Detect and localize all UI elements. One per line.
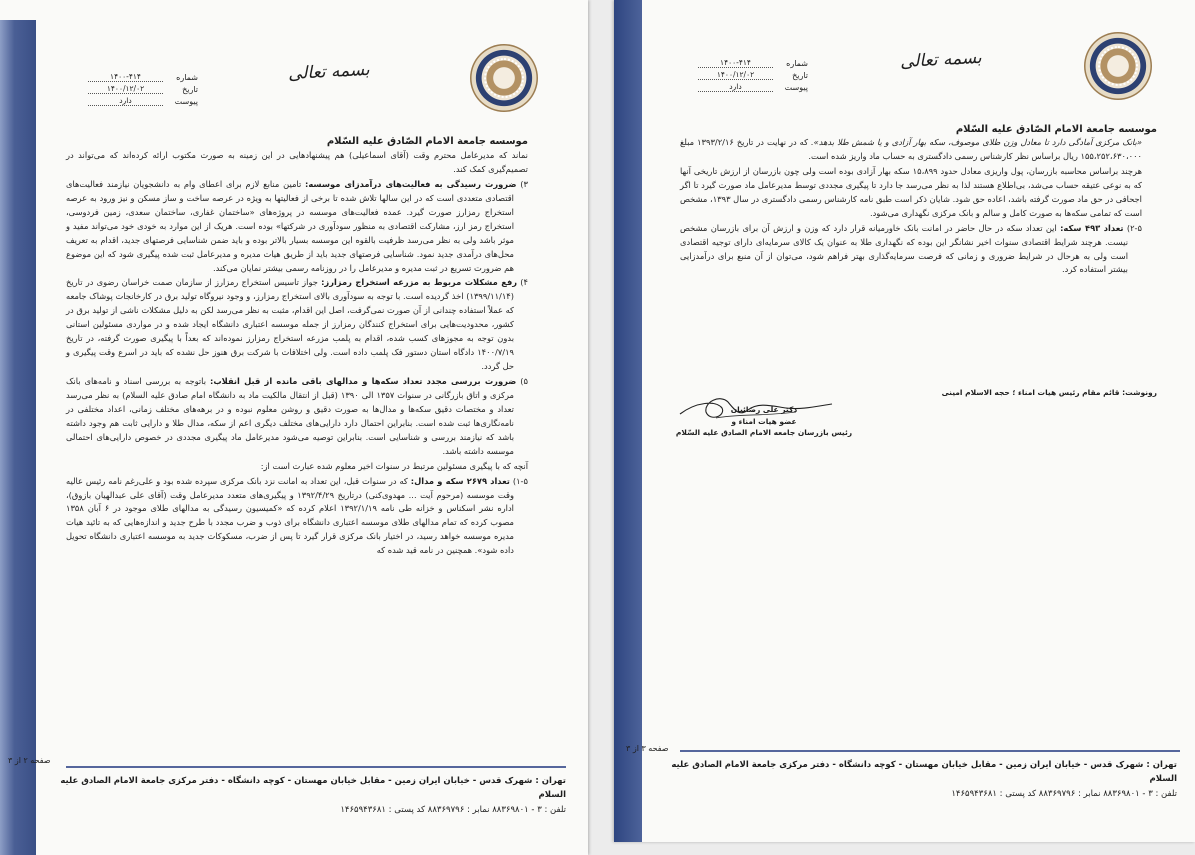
bismillah-heading: بسمه تعالی — [899, 47, 983, 73]
paragraph-intro: نماند که مدیرعامل محترم وقت (آقای اسماعیلی) هم پیشنهادهایی در این زمینه به صورت مکتوب ارائه کرده‌اند که می‌تواند در تصمیم‌گیری کمک کند. — [66, 150, 528, 174]
letter-page-3 — [614, 0, 1195, 842]
letter-meta — [88, 70, 198, 106]
section-5: ۵) ضرورت بررسی مجدد تعداد سکه‌ها و مدالهای باقی مانده از قبل انقلاب: باتوجه به بررسی اسناد و نامه‌های بانک مرکزی و اتاق بازرگانی در سنوات ۱۳۵۷ الی ۱۳۹۰ (قبل از انتقال مالکیت ماد به دانشگاه امام صادق علیه السلام) به نظر می‌رسد تعداد و مختصات دقیق سکه‌ها و مدال‌ها به صورت دقیق و روشن معلوم نبوده و در برهه‌های مختلف زمانی، اعداد مختلفی در نامه‌نگاری‌ها ثبت شده است. بنابراین احتمال دارد دارایی‌های مختلف دیگری اعم از سکه، مدال طلا و دارایی ثابت هم وجود داشته باشد که نیازمند بررسی و شناسایی است. بنابراین توصیه می‌شود مدیرعامل ماد پیگیری مجددی در خصوص دارایی‌های احتمالی موسسه داشته باشد. — [66, 376, 528, 456]
section-3: ۳) ضرورت رسیدگی به فعالیت‌های درآمدزای موسسه: تامین منابع لازم برای اعطای وام به دانشجویان نیازمند فعالیت‌های اقتصادی متعددی است که در این سالها تلاش شده تا برخی از فعالیتها به ویژه در عرصه ساخت و ساز مسکن و نیز ورود به عرصه استخراج رمزارز صورت گیرد. عمده فعالیت‌های موسسه در پروژه‌های «ساختمان غفاری، ساختمان سعدی، زمین فردوسی، استخراج رمز ارز، مشارکت اقتصادی به منظور سودآوری در شرکتها» بوده است. هریک از این موارد به خودی خود می‌تواند مفید و موثر باشد ولی به نظر می‌رسد ظرفیت بالقوه این موسسه بسیار بالاتر بوده و باید ضمن شناسایی فرصتهای جدید، اقدام به تعریف محل‌های درآمدی جدید نمود. شناسایی فرصتهای جدید باید از طریق هیات مدیره و مدیرعامل ثبت شده پیگیری شود که این موضوع هم ضرورت تسریع در ثبت مدیره و مدیرعامل را در روزنامه رسمی بیشتر نمایان می‌کند. — [66, 178, 528, 273]
side-band — [0, 20, 36, 855]
attachment-label: پیوست — [174, 97, 198, 106]
bismillah-heading: بسمه تعالی — [287, 59, 371, 85]
footer — [667, 758, 1177, 801]
organization-name: موسسه جامعة الامام الصّادق علیه السّلام — [955, 124, 1157, 135]
attachment-value: دارد — [88, 96, 163, 106]
footer — [46, 774, 566, 817]
carbon-copy: رونوشت: قائم مقام رئیس هیات امناء ؛ حجه الاسلام امینی — [941, 388, 1157, 397]
page-number: صفحه ۳ از ۳ — [626, 744, 669, 753]
section-4: ۴) رفع مشکلات مربوط به مزرعه استخراج رمزارز: جواز تاسیس استخراج رمزارز از سازمان صمت خراسان رضوی در تاریخ (۱۳۹۹/۱۱/۱۴) اخذ گردیده است. با توجه به سودآوری بالای استخراج رمزارز، و وجود نیروگاه تولید برق در کارخانجات پوشاک جامعه که عملاً استفاده چندانی از آن صورت نمی‌گرفت، اصل این اقدام، مثبت به نظر می‌رسد لکن به دلیل مشکلات ناشی از تولید برق در کشور، محدودیت‌هایی برای استخراج کنندگان رمزارز از جمله موسسه اعتباری دانشگاه ایجاد شده و در مواردی مسئولین استانی بدون توجه به مجوزهای کسب شده، اقدام به پلمب مزرعه استخراج رمزارز نموده‌اند که بعداً با پیگیری صورت گرفته، در تاریخ ۱۴۰۰/۷/۱۹ دادگاه استان دستور فک پلمب داده است. ولی اختلافات با شرکت برق هنوز حل نشده که باید در اسرع وقت پیگیری و حل گردد. — [66, 277, 529, 372]
university-seal-icon — [1084, 32, 1152, 100]
paragraph-findings: آنچه که با پیگیری مسئولین مرتبط در سنوات اخیر معلوم شده عبارت است از: — [260, 460, 528, 471]
side-band-left — [614, 0, 642, 842]
signer-role: عضو هیات امناء و — [731, 416, 797, 426]
paragraph-central-bank: «بانک مرکزی آمادگی دارد تا معادل وزن طلای موصوف، سکه بهار آزادی و یا شمش طلا بدهد». که در نهایت در تاریخ ۱۳۹۳/۲/۱۶ مبلغ ۱۵۵،۲۵۲،۶۳۰،۰۰۰ ریال براساس نظر کارشناس رسمی دادگستری به حساب ماد واریز شده است. — [680, 137, 1142, 161]
letter-date: ۱۴۰۰/۱۲/۰۲ — [88, 84, 163, 94]
footer-contact: تلفن : ۳ - ۸۸۳۶۹۸۰۱ نمابر : ۸۸۳۶۹۷۹۶ کد پستی : ۱۴۶۵۹۴۳۶۸۱ — [951, 788, 1177, 799]
signature-block — [654, 404, 874, 439]
attachment-label: پیوست — [784, 83, 808, 92]
organization-name: موسسه جامعة الامام الصّادق علیه السّلام — [326, 136, 528, 147]
footer-contact: تلفن : ۳ - ۸۸۳۶۹۸۰۱ نمابر : ۸۸۳۶۹۷۹۶ کد پستی : ۱۴۶۵۹۴۳۶۸۱ — [340, 804, 566, 815]
footer-divider — [680, 750, 1180, 752]
letter-body — [66, 149, 528, 559]
letter-number: ۱۴۰۰-۴۱۴ — [698, 58, 773, 68]
letter-body — [680, 136, 1142, 278]
footer-address: تهران : شهرک قدس - خیابان ایران زمین - مقابل خیابان مهستان - کوچه دانشگاه - دفتر مرکزی جامعة الامام الصادق علیه السلام — [671, 760, 1177, 785]
letter-date: ۱۴۰۰/۱۲/۰۲ — [698, 70, 773, 80]
section-5-2: ۲-۵) تعداد ۴۹۳ سکه: این تعداد سکه در حال حاضر در امانت بانک خاورمیانه قرار دارد که وزن و ارزش آن برای بازرسان مشخص نیست. هرچند شرایط اقتصادی سنوات اخیر نشانگر این بوده که نگهداری طلا به عنوان یک کالای سرمایه‌ای دارای توجیه اقتصادی است ولی به هرحال در شرایط ضروری و زمانی که فرصت سرمایه‌گذاری بهتر فراهم شود، می‌توان از آن منبع برای درآمدزایی بیشتر استفاده کرد. — [680, 222, 1142, 275]
letter-number: ۱۴۰۰-۴۱۴ — [88, 72, 163, 82]
letter-page-2 — [0, 0, 588, 855]
number-label: شماره — [176, 73, 198, 82]
footer-divider — [66, 766, 566, 768]
section-5-1: ۱-۵) تعداد ۲۶۷۹ سکه و مدال: که در سنوات قبل، این تعداد به امانت نزد بانک مرکزی سپرده شده بود و علی‌رغم نامه رئیس عالیه وقت موسسه (مرحوم آیت ... مهدوی‌کنی) درتاریخ ۱۳۹۲/۴/۲۹ و پیگیری‌های متعدد مدیرعامل وقت (آقای علی عبدالهیان بازوق)، اداره نشر اسکناس و خزانه طی نامه ۱۳۹۲/۱/۱۹ اعلام کرده که «کمیسیون رسیدگی به مدالهای طلای موجود در ۶ آبان ۱۳۵۸ مصوب کرده که تمام مدالهای طلای موسسه اعتباری دانشگاه برای ذوب و ضرب مجدد با طرح جدید و اندازه‌هایی که به تائید هیات مدیره موسسه خواهد رسید، در اختیار بانک مرکزی قرار گیرد تا پس از ضرب، مسکوکات جدید به موسسه اعتباری دانشگاه تحویل داده شود». همچنین در نامه قید شده که — [66, 475, 528, 556]
paragraph-inspectors: هرچند براساس محاسبه بازرسان، پول واریزی معادل حدود ۱۵،۸۹۹ سکه بهار آزادی بوده است ولی چون بازرسان از ارزش تاریخی آنها که به نوعی عتیقه حساب می‌شد، بی‌اطلاع هستند لذا به نظر می‌رسد جا دارد تا پیگیری مجددی توسط مدیرعامل ماد صورت گیرد تا اگر اجحافی در حق ماد صورت گرفته باشد، اعاده حق شود. شایان ذکر است طبق نامه کارشناس رسمی دادگستری در سال ۱۳۹۳، مشخص است که تمامی سکه‌ها به صورت کامل و سالم و بانک مرکزی نگهداری می‌شود. — [680, 165, 1142, 218]
number-label: شماره — [786, 59, 808, 68]
university-seal-icon — [470, 44, 538, 112]
page-number: صفحه ۲ از ۳ — [8, 756, 51, 765]
date-label: تاریخ — [792, 71, 808, 80]
signer-title: رئیس بازرسان جامعه الامام الصادق علیه السّلام — [675, 428, 853, 438]
attachment-value: دارد — [698, 82, 773, 92]
date-label: تاریخ — [182, 85, 198, 94]
footer-address: تهران : شهرک قدس - خیابان ایران زمین - مقابل خیابان مهستان - کوچه دانشگاه - دفتر مرکزی جامعة الامام الصادق علیه السلام — [60, 776, 566, 801]
letter-meta — [698, 56, 808, 92]
signer-name: دکتر علی رضائیان — [730, 405, 798, 414]
